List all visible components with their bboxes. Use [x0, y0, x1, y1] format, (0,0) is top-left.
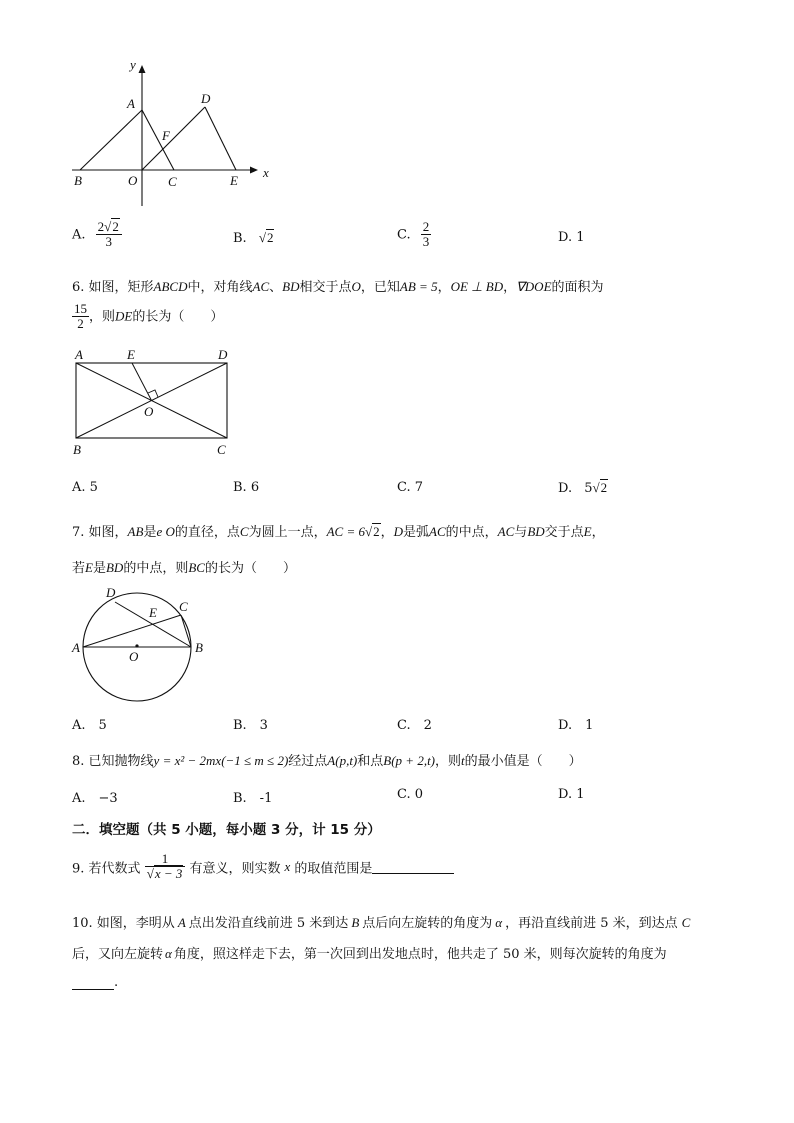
label-o: O	[129, 649, 139, 664]
answer-blank[interactable]	[372, 859, 454, 874]
q7-option-a[interactable]: A. 5	[72, 718, 107, 733]
fraction: $\frac{1}{√x - 3}$	[145, 852, 186, 882]
q5-option-b[interactable]	[233, 230, 274, 246]
q7-option-c[interactable]: C. 2	[397, 718, 432, 733]
label-c: C	[179, 599, 188, 614]
segment-de	[205, 107, 236, 170]
section-heading-fill-in: 二．填空题（共 5 小题，每小题 3 分，计 15 分）	[72, 822, 381, 838]
label-d: D	[201, 91, 211, 106]
segment-oe	[132, 363, 152, 401]
q5-option-d[interactable]: D. 1	[558, 230, 585, 245]
label-c: C	[168, 174, 177, 189]
q6-stem-line2: $\frac{15}{2}$ ，则DE的长为（ ）	[74, 301, 224, 332]
q8-option-c[interactable]: C. 0	[397, 787, 424, 802]
q8-option-d[interactable]: D. 1	[558, 787, 585, 802]
label-x: x	[263, 165, 269, 180]
option-prefix: B.	[233, 231, 247, 246]
q7-option-b[interactable]: B. 3	[233, 718, 268, 733]
label-b: B	[73, 442, 81, 457]
q6-stem-line1: 6. 如图，矩形ABCD中，对角线AC、BD相交于点O，已知AB = 5，OE ⊥ BD，∇DOE的面积为	[72, 279, 604, 295]
q10-stem-line3: .	[72, 975, 118, 990]
answer-blank[interactable]	[72, 975, 114, 990]
label-o: O	[144, 404, 154, 419]
x-axis-arrow	[250, 167, 258, 174]
label-e: E	[230, 173, 238, 188]
q5-option-c[interactable]	[397, 220, 431, 250]
label-d: D	[106, 585, 116, 600]
q6-option-b[interactable]: B. 6	[233, 480, 260, 495]
chord-ac	[83, 615, 181, 647]
sqrt: √2	[258, 230, 274, 245]
q8-option-b[interactable]: B. -1	[233, 791, 273, 806]
label-d: D	[218, 347, 228, 362]
y-axis-arrow	[139, 65, 146, 73]
q6-option-d[interactable]: D. 5√2	[558, 480, 608, 496]
fraction: $\frac{15}{2}$	[74, 301, 87, 332]
q5-option-a[interactable]	[72, 220, 122, 250]
q7-stem-line1: 7. 如图，AB是e O的直径，点C为圆上一点，AC = 6√2，D是弧AC的中点，AC与BD交于点E，	[72, 524, 605, 540]
q10-stem-line1: 10. 如图，李明从 A 点出发沿直线前进 5 米到达 B 点后向左旋转的角度为 α ，再沿直线前进 5 米，到达点 C	[72, 915, 691, 931]
label-o: O	[128, 173, 138, 188]
option-prefix: C.	[397, 227, 411, 243]
label-b: B	[195, 640, 203, 655]
option-prefix: A.	[72, 227, 86, 243]
q7-figure	[68, 582, 218, 704]
q5-figure	[66, 56, 286, 208]
label-a: A	[127, 96, 135, 111]
label-c: C	[217, 442, 226, 457]
label-f: F	[162, 128, 170, 143]
q8-option-a[interactable]: A. −3	[72, 791, 118, 806]
segment-od	[142, 107, 205, 170]
q6-figure	[66, 344, 246, 462]
fraction: $\frac{2}{3}$	[422, 219, 430, 250]
q9-stem: 9. 若代数式 $\frac{1}{√x - 3}$ 有意义，则实数 x 的取值范围是	[72, 852, 454, 882]
q6-option-a[interactable]: A. 5	[72, 480, 98, 495]
q10-stem-line2: 后，又向左旋转 α 角度，照这样走下去，第一次回到出发地点时，他共走了 50 米，则每次旋转的角度为	[72, 946, 667, 962]
label-e: E	[149, 605, 157, 620]
q7-option-d[interactable]: D. 1	[558, 718, 594, 733]
label-e: E	[127, 347, 135, 362]
q8-stem: 8. 已知抛物线y = x² − 2mx(−1 ≤ m ≤ 2)经过点A(p,t)和点B(p + 2,t)，则t的最小值是（ ）	[72, 753, 582, 769]
q7-stem-line2: 若E是BD的中点，则BC的长为（ ）	[72, 560, 296, 576]
fraction: $\frac{2√2}{3}$	[96, 220, 122, 250]
center-dot	[135, 644, 138, 647]
label-y: y	[130, 57, 136, 72]
label-b: B	[74, 173, 82, 188]
label-a: A	[72, 640, 80, 655]
label-a: A	[75, 347, 83, 362]
q6-option-c[interactable]: C. 7	[397, 480, 424, 495]
segment-ab	[80, 110, 142, 170]
